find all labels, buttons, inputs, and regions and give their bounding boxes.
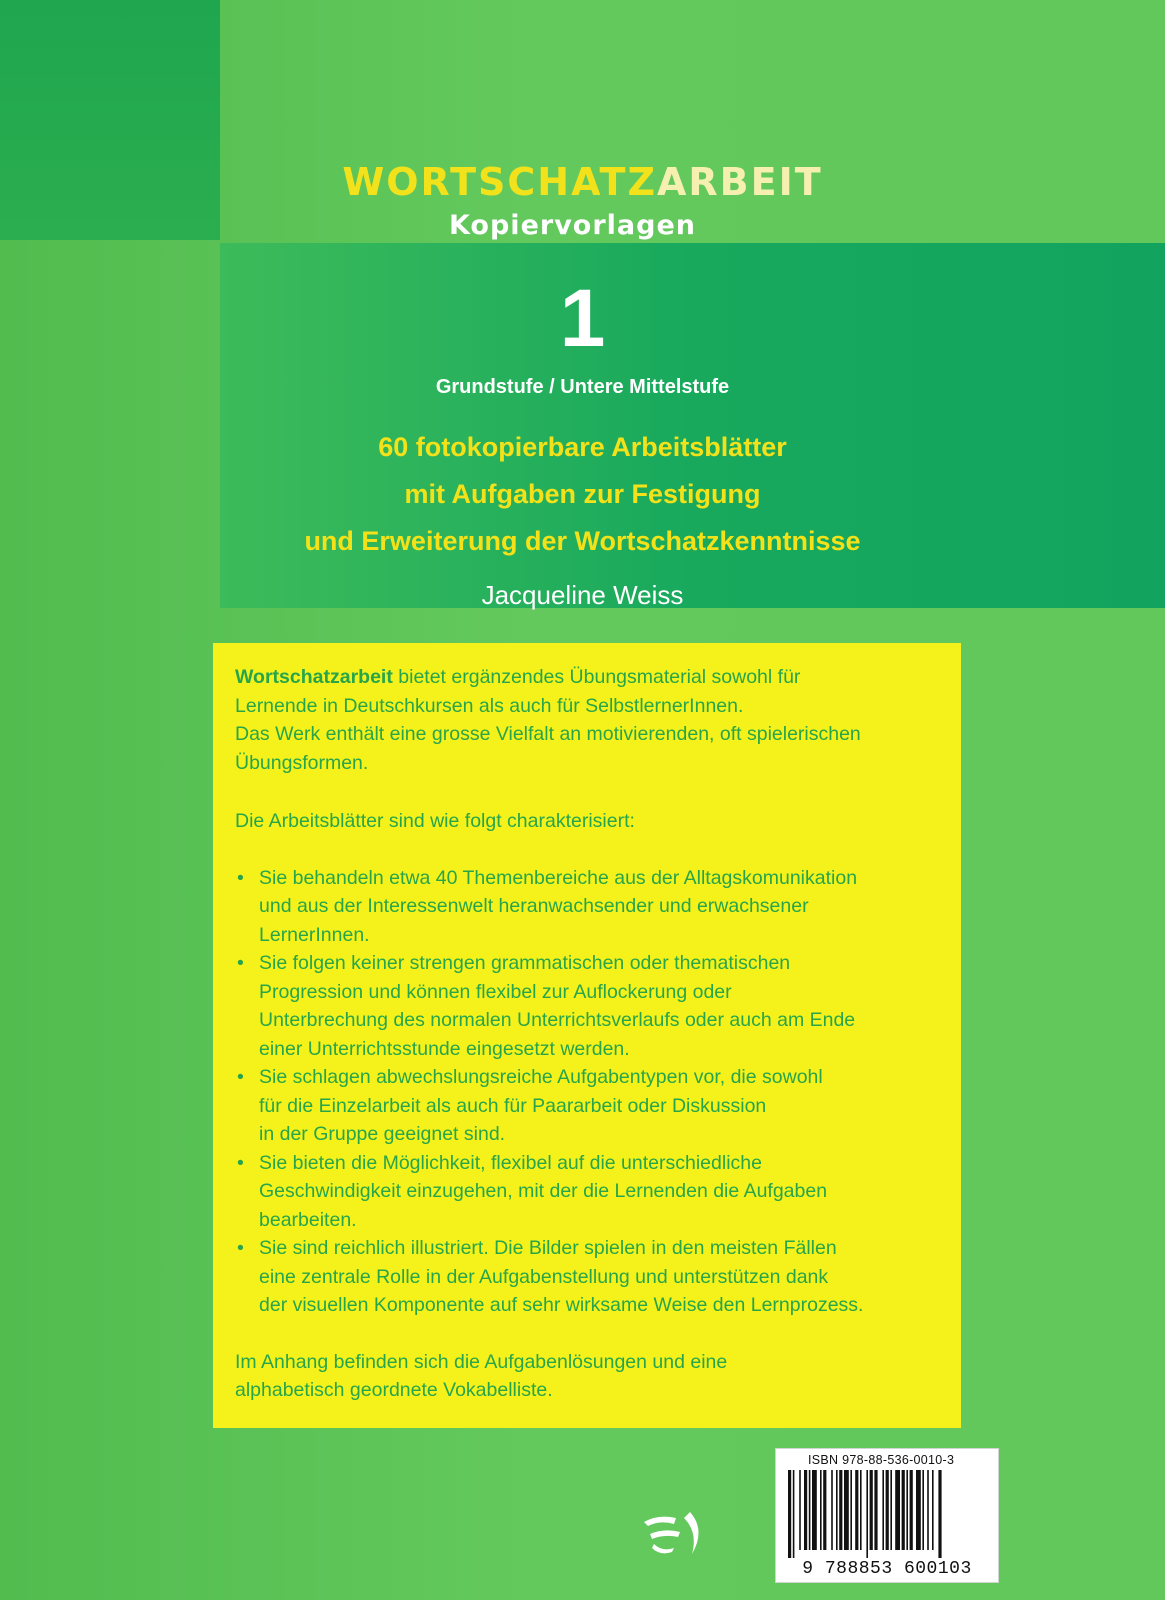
bullet-icon: • [237, 1237, 244, 1259]
feature-item [235, 949, 937, 1063]
corner-block [0, 0, 220, 240]
publisher-logo-icon [640, 1508, 710, 1558]
volume-number: 1 [559, 273, 606, 364]
feature-line: Sie sind reichlich illustriert. Die Bilder spielen in den meisten Fällen [259, 1237, 837, 1259]
appendix-paragraph [235, 1348, 937, 1405]
description-line: mit Aufgaben zur Festigung [404, 479, 761, 509]
series-title-part1: WORTSCHATZ [342, 160, 658, 204]
description-line: und Erweiterung der Wortschatzkenntnisse [304, 526, 861, 556]
feature-item [235, 864, 937, 950]
feature-line: Unterbrechung des normalen Unterrichtsverlaufs oder auch am Ende [259, 1009, 856, 1031]
barcode-icon [788, 1470, 986, 1558]
feature-line: Sie bieten die Möglichkeit, flexibel auf die unterschiedliche [259, 1151, 762, 1174]
feature-item [235, 1234, 937, 1320]
feature-line: einer Unterrichtsstunde eingesetzt werden. [259, 1037, 630, 1060]
intro-line: Das Werk enthält eine grosse Vielfalt an motivierenden, oft spielerischen [235, 723, 861, 745]
intro-line: bietet ergänzendes Übungsmaterial sowohl für [392, 666, 801, 688]
feature-line: Sie behandeln etwa 40 Themenbereiche aus der Alltagskomunikation [259, 866, 858, 889]
feature-list [235, 864, 937, 1320]
description [0, 424, 1165, 565]
feature-line: LernerInnen. [259, 923, 370, 946]
feature-line: eine zentrale Rolle in der Aufgabenstellung und unterstützen dank [259, 1265, 829, 1288]
appendix-line: alphabetisch geordnete Vokabelliste. [235, 1379, 553, 1401]
subtitle: Kopiervorlagen [448, 210, 696, 241]
isbn-label: ISBN 978-88-536-0010-3 [808, 1453, 955, 1467]
blurb-box [213, 643, 961, 1428]
description-line: 60 fotokopierbare Arbeitsblätter [378, 432, 787, 462]
bullet-icon: • [237, 952, 244, 974]
intro-paragraph [235, 663, 937, 777]
spacer [235, 777, 937, 805]
feature-item [235, 1063, 937, 1149]
feature-item [235, 1149, 937, 1235]
series-title-part2: ARBEIT [657, 160, 823, 204]
spacer [235, 836, 937, 864]
feature-line: und aus der Interessenwelt heranwachsender und erwachsener [259, 895, 809, 917]
feature-line: in der Gruppe geeignet sind. [259, 1123, 506, 1145]
bullet-icon: • [237, 1151, 244, 1174]
series-title [0, 160, 1165, 204]
author: Jacqueline Weiss [481, 580, 684, 610]
feature-line: Sie schlagen abwechslungsreiche Aufgabentypen vor, die sowohl [259, 1066, 823, 1088]
intro-line: Lernende in Deutschkursen als auch für SelbstlernerInnen. [235, 694, 744, 717]
bullet-icon: • [237, 866, 244, 889]
intro-line: Übungsformen. [235, 751, 369, 774]
bullet-icon: • [237, 1066, 244, 1088]
brand-name: Wortschatzarbeit [235, 666, 393, 688]
ean-number: 9 788853 600103 [802, 1559, 972, 1579]
feature-line: der visuellen Komponente auf sehr wirksame Weise den Lernprozess. [259, 1294, 864, 1316]
feature-line: bearbeiten. [259, 1208, 357, 1231]
feature-line: für die Einzelarbeit als auch für Paararbeit oder Diskussion [259, 1094, 767, 1117]
characterization: Die Arbeitsblätter sind wie folgt charakterisiert: [235, 810, 635, 832]
level: Grundstufe / Untere Mittelstufe [435, 376, 730, 398]
feature-line: Sie folgen keiner strengen grammatischen oder thematischen [259, 952, 791, 974]
feature-line: Progression und können flexibel zur Auflockerung oder [259, 980, 732, 1003]
feature-line: Geschwindigkeit einzugehen, mit der die Lernenden die Aufgaben [259, 1180, 828, 1202]
spacer [235, 1320, 937, 1348]
appendix-line: Im Anhang befinden sich die Aufgabenlösungen und eine [235, 1350, 728, 1373]
isbn-barcode-box [775, 1448, 999, 1583]
